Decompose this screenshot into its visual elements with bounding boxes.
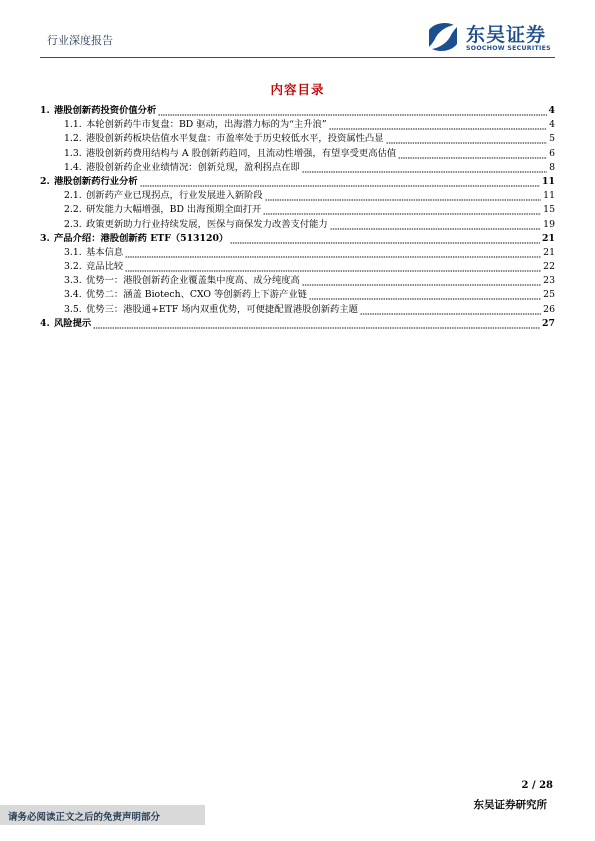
toc-entry-title: 港股创新药行业分析 [54, 175, 138, 187]
toc-entry-title: 本轮创新药牛市复盘：BD 驱动，出海潜力标的为“主升浪” [86, 119, 327, 131]
toc-entry-number: 2.3. [64, 218, 82, 230]
toc-entry-title: 产品介绍：港股创新药 ETF（513120） [54, 232, 229, 244]
toc-entry-number: 2.2. [64, 204, 82, 216]
toc-dot-leader [302, 161, 547, 175]
toc-title: 内容目录 [270, 82, 325, 97]
brand-logo [426, 20, 556, 56]
toc-dot-leader [93, 317, 540, 331]
toc-entry-number: 3. [40, 232, 50, 244]
toc-entry-page: 21 [543, 246, 555, 258]
toc-entry-title: 竞品比较 [86, 261, 124, 273]
toc-subsection-entry[interactable] [40, 189, 555, 203]
disclaimer-notice: 请务必阅读正文之后的免责声明部分 [8, 812, 161, 823]
toc-dot-leader [158, 104, 546, 118]
toc-entry-title: 港股创新药费用结构与 A 股创新药趋同，且流动性增强，有望享受更高估值 [86, 147, 397, 159]
toc-entry-title: 风险提示 [54, 317, 92, 329]
toc-entry-page: 11 [543, 190, 555, 202]
toc-entry-page: 23 [543, 275, 555, 287]
toc-subsection-entry[interactable] [40, 218, 555, 232]
toc-dot-leader [398, 147, 547, 161]
toc-entry-page: 6 [549, 147, 555, 159]
toc-entry-number: 1. [40, 105, 50, 116]
toc-entry-title: 基本信息 [86, 246, 124, 258]
toc-subsection-entry[interactable] [40, 274, 555, 288]
toc-section-entry[interactable] [40, 317, 555, 331]
toc-subsection-entry[interactable] [40, 132, 555, 146]
toc-entry-title: 港股创新药企业业绩情况：创新兑现，盈利拐点在即 [86, 161, 300, 173]
toc-dot-leader [125, 246, 541, 260]
toc-subsection-entry[interactable] [40, 161, 555, 175]
logo-text-en: SOOCHOW SECURITIES [466, 45, 551, 52]
report-type-label: 行业深度报告 [47, 34, 113, 47]
toc-entry-title: 研发能力大幅增强，BD 出海预期全面打开 [86, 204, 262, 216]
toc-entry-page: 4 [548, 105, 555, 116]
toc-entry-title: 优势三：港股通+ETF 场内双重优势，可便捷配置港股创新药主题 [86, 303, 358, 315]
toc-entry-page: 25 [543, 289, 555, 301]
toc-entry-number: 2. [40, 175, 50, 187]
toc-entry-title: 港股创新药板块估值水平复盘：市盈率处于历史较低水平，投资属性凸显 [86, 133, 384, 145]
toc-entry-number: 3.4. [64, 289, 82, 301]
toc-entry-title: 港股创新药投资价值分析 [54, 105, 157, 116]
toc-entry-number: 4. [40, 317, 50, 329]
toc-section-entry[interactable] [40, 104, 555, 118]
toc-entry-page: 19 [543, 218, 555, 230]
toc-entry-title: 优势二：涵盖 Biotech、CXO 等创新药上下游产业链 [86, 289, 307, 301]
toc-dot-leader [302, 274, 541, 288]
toc-dot-leader [140, 175, 540, 189]
page-indicator: 2 / 28 [521, 780, 553, 791]
logo-text-cn: 东吴证券 [466, 24, 547, 46]
toc-dot-leader [329, 118, 548, 132]
toc-section-entry[interactable] [40, 232, 555, 246]
toc-entry-number: 1.4. [64, 161, 82, 173]
toc-dot-leader [230, 232, 540, 246]
toc-entry-number: 1.2. [64, 133, 82, 145]
toc-entry-page: 4 [549, 119, 555, 131]
toc-entry-title: 政策更新助力行业持续发展，医保与商保发力改善支付能力 [86, 218, 328, 230]
toc-entry-number: 3.2. [64, 261, 82, 273]
toc-subsection-entry[interactable] [40, 147, 555, 161]
toc-dot-leader [360, 303, 541, 317]
toc-subsection-entry[interactable] [40, 118, 555, 132]
toc-entry-title: 优势一：港股创新药企业覆盖集中度高、成分纯度高 [86, 275, 300, 287]
toc-subsection-entry[interactable] [40, 246, 555, 260]
toc-dot-leader [330, 218, 541, 232]
toc-entry-number: 1.1. [64, 119, 82, 131]
toc-entry-page: 11 [542, 175, 555, 187]
toc-section-entry[interactable] [40, 175, 555, 189]
toc-entry-number: 2.1. [64, 190, 82, 202]
toc-dot-leader [309, 288, 541, 302]
toc-subsection-entry[interactable] [40, 203, 555, 217]
toc-subsection-entry[interactable] [40, 303, 555, 317]
toc-entry-page: 15 [543, 204, 555, 216]
toc-dot-leader [263, 203, 541, 217]
toc-entry-number: 3.3. [64, 275, 82, 287]
toc-subsection-entry[interactable] [40, 288, 555, 302]
toc-entry-page: 26 [543, 303, 555, 315]
toc-entry-number: 3.5. [64, 303, 82, 315]
toc-entry-page: 5 [549, 133, 555, 145]
toc-dot-leader [125, 260, 541, 274]
toc-entry-page: 8 [549, 161, 555, 173]
toc-dot-leader [386, 132, 548, 146]
toc-subsection-entry[interactable] [40, 260, 555, 274]
soochow-logo-icon [426, 20, 460, 54]
header-divider [40, 57, 555, 58]
toc-entry-page: 22 [543, 261, 555, 273]
toc-entry-page: 27 [542, 317, 555, 329]
research-institute-name: 东吴证券研究所 [473, 799, 547, 811]
toc-entry-number: 3.1. [64, 246, 82, 258]
toc-entry-title: 创新药产业已现拐点，行业发展进入新阶段 [86, 190, 263, 202]
toc-dot-leader [265, 189, 542, 203]
toc-entry-number: 1.3. [64, 147, 82, 159]
toc-entry-page: 21 [542, 232, 555, 244]
table-of-contents [40, 104, 555, 331]
